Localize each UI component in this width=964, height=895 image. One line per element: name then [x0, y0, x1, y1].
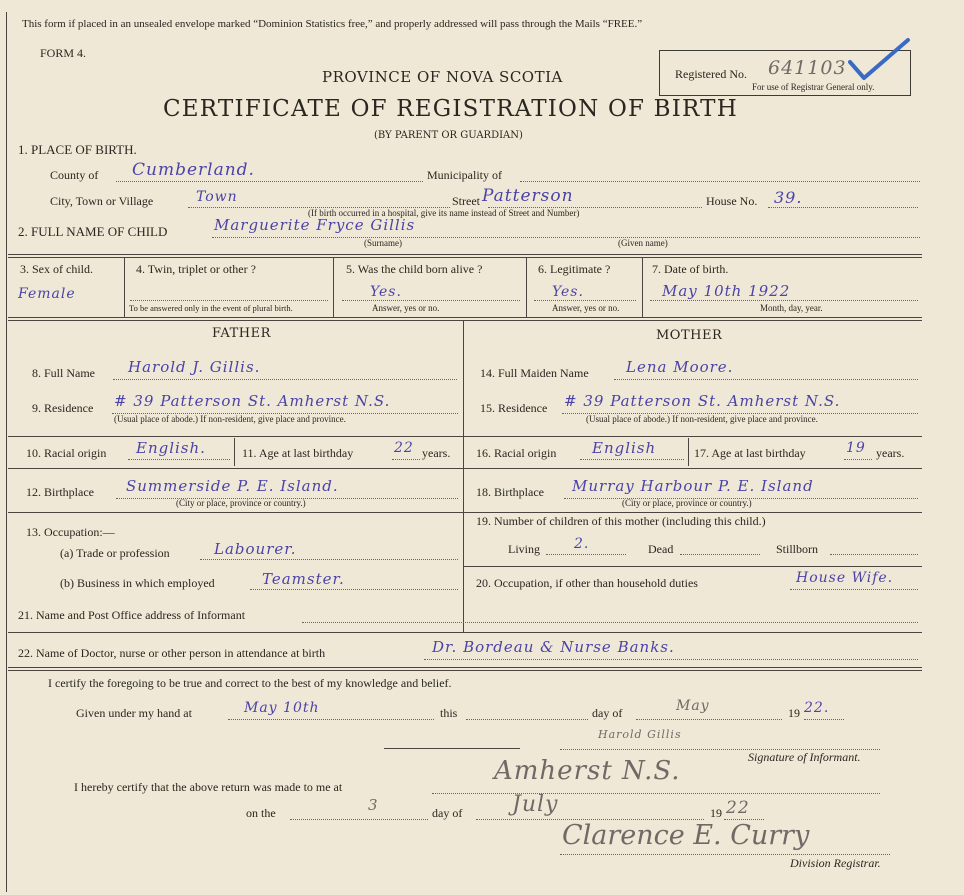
business-value: Teamster.: [262, 570, 345, 588]
birth-date-line: [650, 300, 918, 301]
father-birthplace-label: 12. Birthplace: [26, 485, 94, 499]
province-heading: PROVINCE OF NOVA SCOTIA: [322, 68, 563, 86]
registrar-year-value: 22: [726, 798, 750, 818]
house-line: [768, 207, 918, 208]
parents-divider: [463, 320, 464, 632]
mother-name-line: [614, 379, 918, 380]
stillborn-label: Stillborn: [776, 542, 819, 556]
given-year-line: [804, 719, 844, 720]
stillborn-line: [830, 554, 918, 555]
mother-occupation-line: [790, 589, 918, 590]
row3-top-rule: [8, 254, 922, 258]
mother-residence-note: (Usual place of abode.) If non-resident, give place and province.: [586, 414, 818, 424]
living-value: 2.: [574, 536, 590, 552]
trade-label: (a) Trade or profession: [60, 546, 170, 560]
given-month-line: [636, 719, 782, 720]
street-label: Street: [452, 194, 480, 208]
place-of-birth-heading: 1. PLACE OF BIRTH.: [18, 142, 137, 157]
mother-rule: [463, 512, 922, 513]
mother-age-line: [844, 459, 872, 460]
alive-note: Answer, yes or no.: [372, 303, 440, 313]
house-label: House No.: [706, 194, 758, 208]
business-label: (b) Business in which employed: [60, 576, 215, 590]
mother-birthplace-label: 18. Birthplace: [476, 485, 544, 499]
county-line: [116, 181, 423, 182]
given-month-value: May: [676, 698, 710, 714]
alive-label: 5. Was the child born alive ?: [346, 262, 483, 276]
form-number: FORM 4.: [40, 46, 87, 60]
county-value: Cumberland.: [132, 160, 255, 180]
this-label: this: [440, 706, 458, 720]
legitimate-value: Yes.: [552, 284, 584, 300]
registrar-day-value: 3: [368, 796, 379, 814]
father-age-suffix: years.: [422, 446, 451, 460]
sex-label: 3. Sex of child.: [20, 262, 93, 276]
trade-line: [200, 559, 458, 560]
mother-heading: MOTHER: [656, 328, 723, 343]
registrar-year-prefix: 19: [710, 806, 722, 820]
given-place-line: [228, 719, 434, 720]
registrar-place-line: [432, 793, 880, 794]
informant-signature: Harold Gillis: [598, 728, 682, 741]
attendant-value: Dr. Bordeau & Nurse Banks.: [432, 638, 675, 656]
mother-age-label: 17. Age at last birthday: [694, 446, 806, 460]
father-age-label: 11. Age at last birthday: [242, 446, 354, 460]
row3-divider: [526, 257, 527, 317]
children-label: 19. Number of children of this mother (including this child.): [476, 514, 766, 528]
row3-bottom-rule: [8, 317, 922, 321]
section-rule: [8, 632, 922, 633]
twin-label: 4. Twin, triplet or other ?: [136, 262, 256, 276]
registrar-statement: I hereby certify that the above return was made to me at: [74, 780, 343, 794]
father-heading: FATHER: [212, 326, 271, 341]
county-label: County of: [50, 168, 99, 182]
informant-signature-rule: [384, 748, 520, 749]
alive-value: Yes.: [370, 284, 402, 300]
occupation-heading: 13. Occupation:—: [26, 525, 115, 539]
father-age-divider: [234, 438, 235, 466]
house-value: 39.: [774, 188, 803, 207]
mother-rule: [463, 566, 922, 567]
page-title: CERTIFICATE OF REGISTRATION OF BIRTH: [163, 96, 738, 122]
business-line: [250, 589, 458, 590]
informant-signature-label: Signature of Informant.: [748, 750, 861, 764]
legitimate-label: 6. Legitimate ?: [538, 262, 611, 276]
registrar-signature: Clarence E. Curry: [562, 820, 810, 851]
child-name-label: 2. FULL NAME OF CHILD: [18, 224, 168, 239]
certification-statement: I certify the foregoing to be true and correct to the best of my knowledge and belief.: [48, 676, 452, 690]
mother-residence-value: # 39 Patterson St. Amherst N.S.: [564, 392, 841, 410]
mother-age-suffix: years.: [876, 446, 905, 460]
birth-date-label: 7. Date of birth.: [652, 262, 729, 276]
given-place-value: May 10th: [244, 700, 320, 716]
sex-value: Female: [18, 286, 76, 302]
child-name-line: [212, 237, 920, 238]
mother-rule: [463, 468, 922, 469]
surname-note: (Surname): [364, 238, 402, 248]
legitimate-line: [534, 300, 636, 301]
registrar-month-value: July: [512, 792, 559, 817]
father-residence-value: # 39 Patterson St. Amherst N.S.: [114, 392, 391, 410]
given-name-note: (Given name): [618, 238, 668, 248]
mother-name-value: Lena Moore.: [626, 358, 734, 376]
given-year-value: 22.: [804, 700, 830, 716]
mother-age-divider: [688, 438, 689, 466]
mail-notice: This form if placed in an unsealed envelope marked “Dominion Statistics free,” and properly addressed will pass through the Mails “FREE.”: [22, 18, 643, 30]
page-subtitle: (BY PARENT OR GUARDIAN): [374, 130, 523, 141]
registrar-signature-label: Division Registrar.: [790, 856, 881, 870]
hospital-note: (If birth occurred in a hospital, give its name instead of Street and Number): [308, 208, 580, 218]
left-margin-line: [6, 12, 7, 892]
mother-birthplace-value: Murray Harbour P. E. Island: [572, 477, 814, 495]
father-residence-label: 9. Residence: [32, 401, 94, 415]
mother-birthplace-note: (City or place, province or country.): [622, 498, 752, 508]
section-rule: [8, 667, 922, 671]
city-value: Town: [196, 189, 238, 205]
father-age-line: [392, 459, 420, 460]
birth-date-value: May 10th 1922: [662, 282, 791, 300]
mother-age-value: 19: [846, 440, 866, 456]
given-label: Given under my hand at: [76, 706, 192, 720]
mother-race-value: English: [592, 439, 657, 457]
father-birthplace-value: Summerside P. E. Island.: [126, 477, 339, 495]
registrar-day-line: [290, 819, 428, 820]
father-residence-note: (Usual place of abode.) If non-resident, give place and province.: [114, 414, 346, 424]
living-line: [546, 554, 626, 555]
row3-divider: [124, 257, 125, 317]
registered-value: 641103: [768, 57, 847, 79]
attendant-label: 22. Name of Doctor, nurse or other person in attendance at birth: [18, 646, 326, 660]
father-race-label: 10. Racial origin: [26, 446, 107, 460]
living-label: Living: [508, 542, 540, 556]
father-rule: [8, 436, 463, 437]
father-name-line: [113, 379, 457, 380]
mother-race-label: 16. Racial origin: [476, 446, 557, 460]
this-day-line: [466, 719, 588, 720]
registrar-place-value: Amherst N.S.: [494, 756, 681, 786]
mother-occupation-value: House Wife.: [796, 570, 894, 586]
alive-line: [342, 300, 520, 301]
father-name-value: Harold J. Gillis.: [128, 358, 261, 376]
child-name-value: Marguerite Fryce Gillis: [214, 216, 416, 234]
dead-label: Dead: [648, 542, 674, 556]
legitimate-note: Answer, yes or no.: [552, 303, 620, 313]
father-rule: [8, 468, 463, 469]
given-year-prefix: 19: [788, 706, 800, 720]
municipality-line: [520, 181, 920, 182]
father-race-value: English.: [136, 439, 206, 457]
mother-rule: [463, 436, 922, 437]
mother-residence-label: 15. Residence: [480, 401, 548, 415]
father-birthplace-note: (City or place, province or country.): [176, 498, 306, 508]
twin-note: To be answered only in the event of plural birth.: [129, 303, 293, 313]
father-age-value: 22: [394, 440, 414, 456]
mother-occupation-label: 20. Occupation, if other than household duties: [476, 576, 698, 590]
row3-divider: [333, 257, 334, 317]
father-name-label: 8. Full Name: [32, 366, 95, 380]
mother-race-line: [580, 459, 684, 460]
registrar-signature-line: [560, 854, 890, 855]
informant-line: [302, 622, 918, 623]
attendant-line: [424, 659, 918, 660]
on-the-label: on the: [246, 806, 276, 820]
twin-line: [130, 300, 328, 301]
mother-name-label: 14. Full Maiden Name: [480, 366, 589, 380]
street-value: Patterson: [482, 186, 574, 206]
dead-line: [680, 554, 760, 555]
registrar-note: For use of Registrar General only.: [752, 82, 875, 92]
check-mark-icon: [848, 36, 912, 82]
day-of-label: day of: [592, 706, 623, 720]
city-label: City, Town or Village: [50, 194, 154, 208]
registered-label: Registered No.: [675, 67, 747, 81]
father-rule: [8, 512, 463, 513]
father-race-line: [128, 459, 230, 460]
trade-value: Labourer.: [214, 540, 297, 558]
informant-label: 21. Name and Post Office address of Informant: [18, 608, 246, 622]
municipality-label: Municipality of: [427, 168, 502, 182]
birth-date-note: Month, day, year.: [760, 303, 823, 313]
registrar-day-of-label: day of: [432, 806, 463, 820]
row3-divider: [642, 257, 643, 317]
